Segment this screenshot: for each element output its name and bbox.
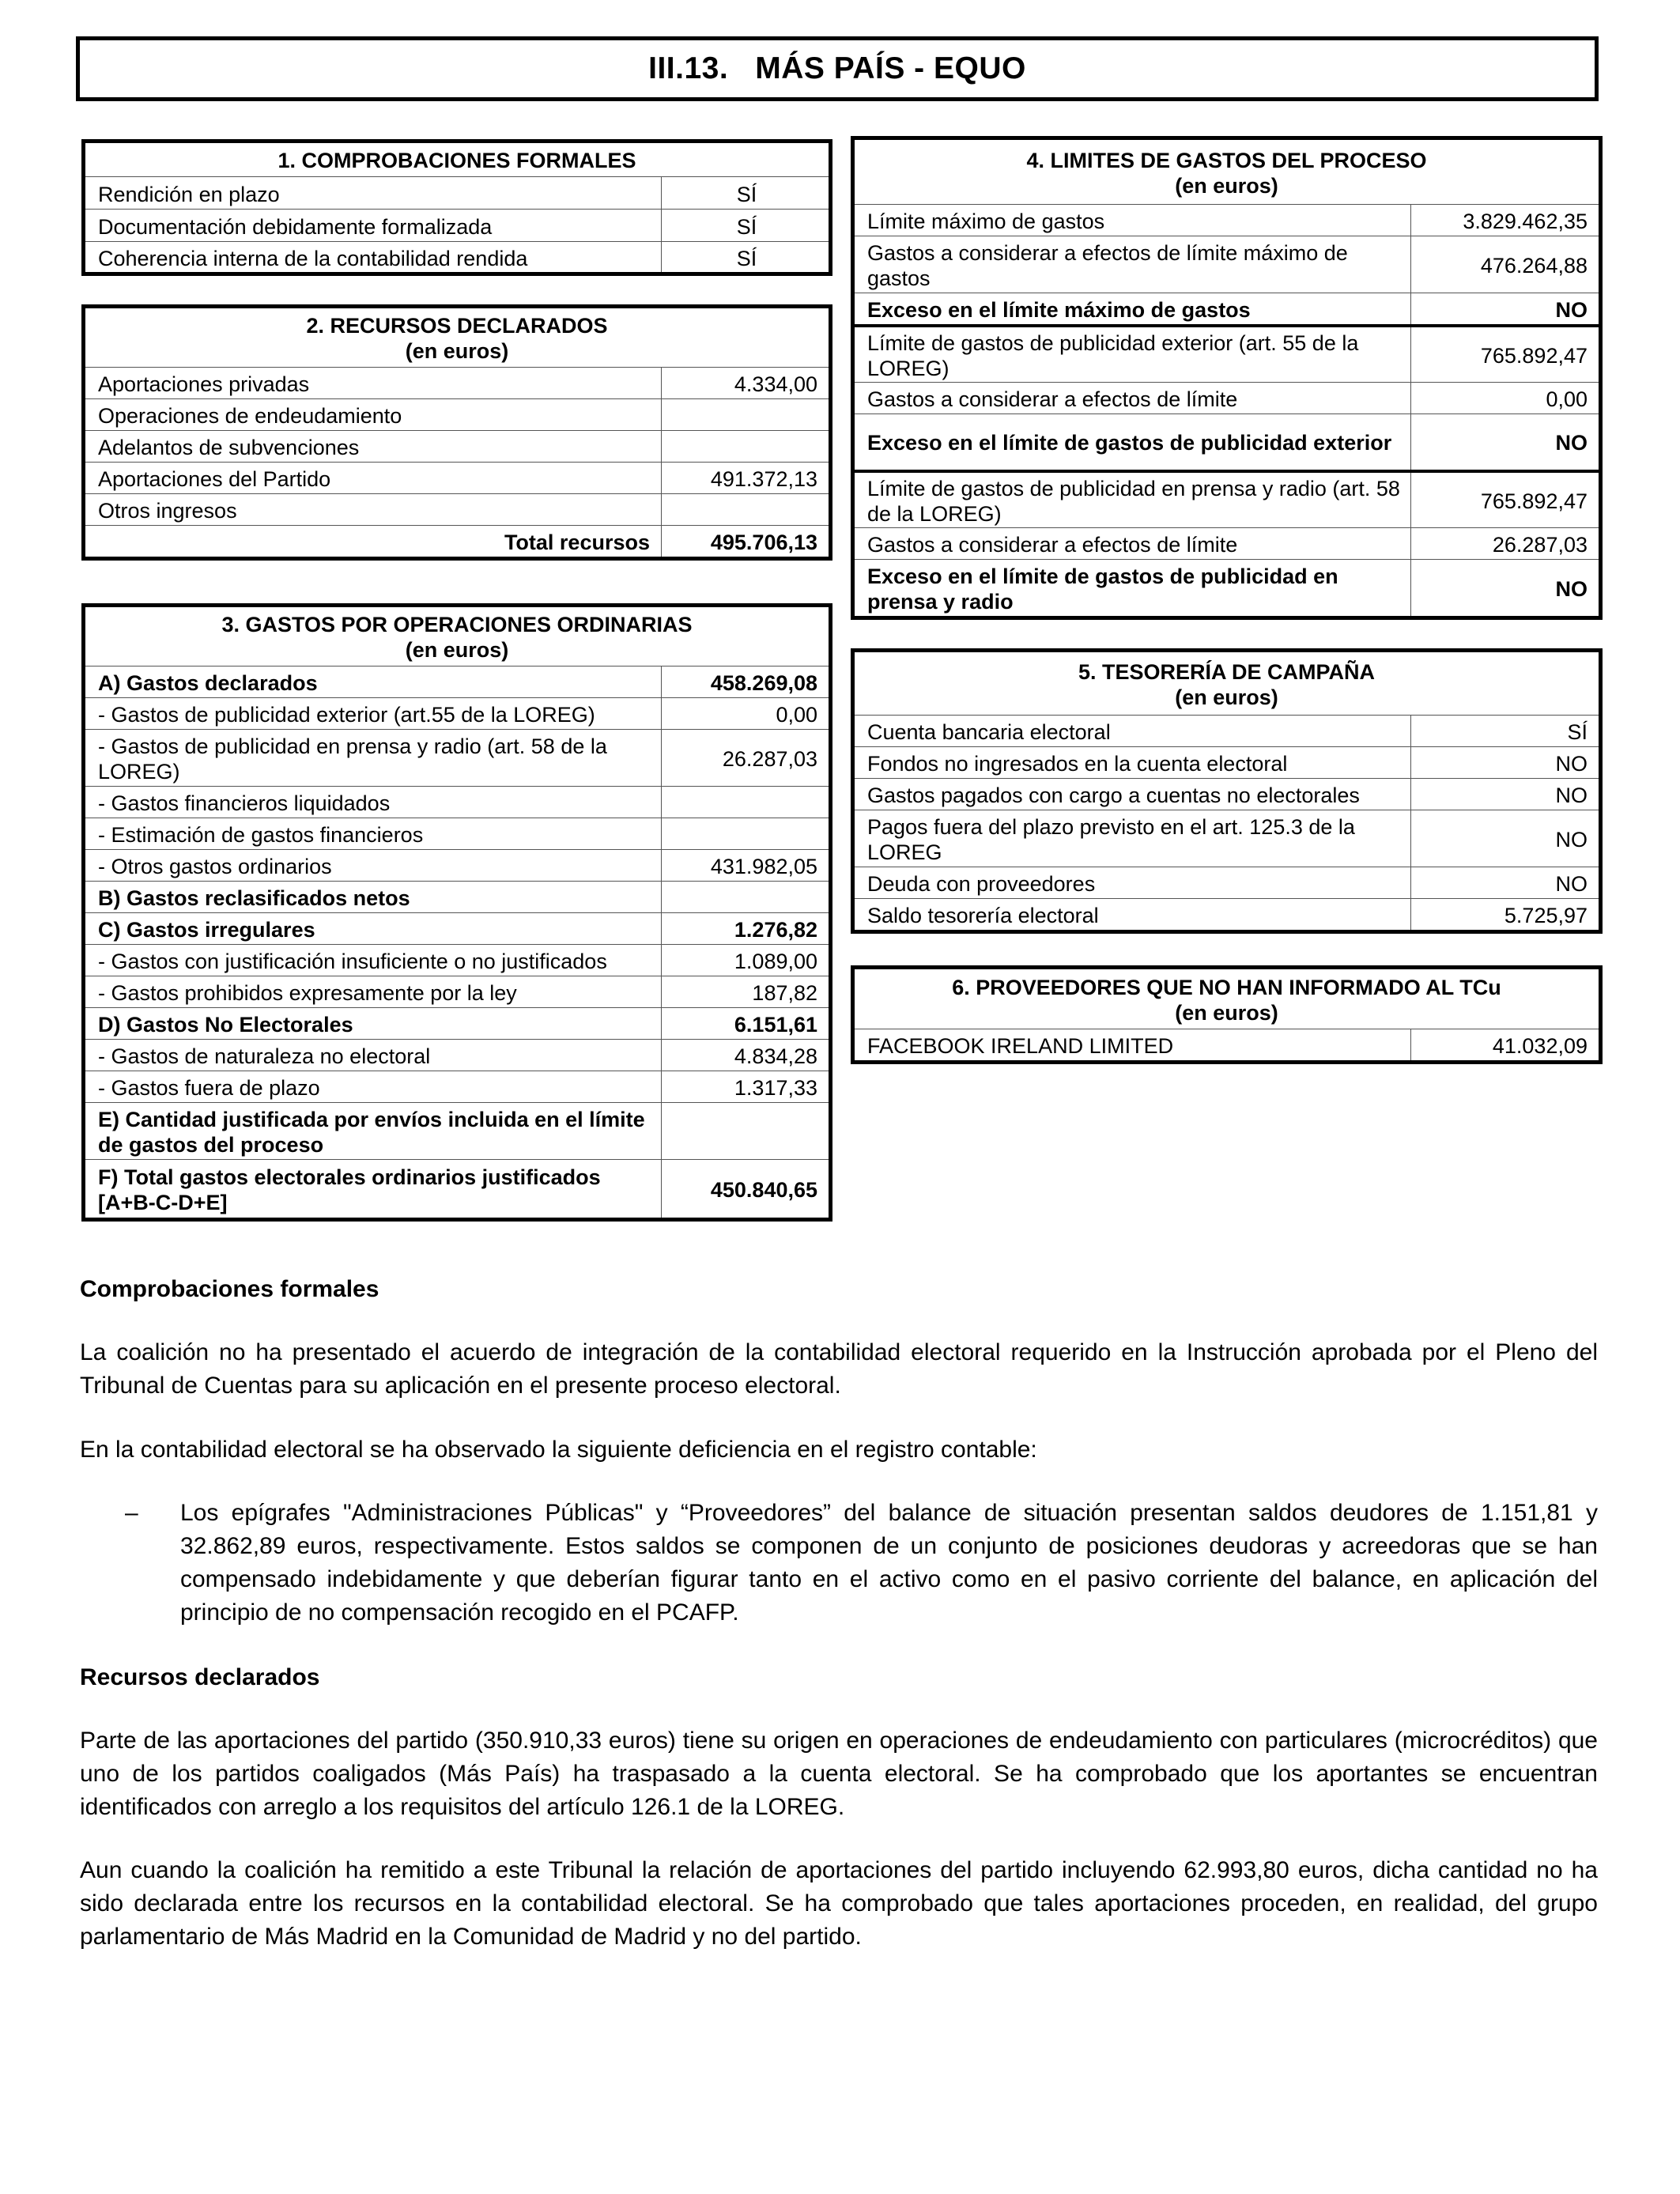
- table-limites-gastos: [851, 136, 1603, 620]
- table-row: Exceso en el límite máximo de gastos NO: [853, 293, 1601, 326]
- table-total-row: Total recursos 495.706,13: [84, 526, 831, 559]
- table-header: 2. RECURSOS DECLARADOS (en euros): [84, 307, 831, 368]
- table-total-row: F) Total gastos electorales ordinarios justificados [A+B-C-D+E] 450.840,65: [84, 1160, 831, 1220]
- table-gastos-ordinarios: [81, 603, 832, 1222]
- paragraph: En la contabilidad electoral se ha observado la siguiente deficiencia en el registro contable:: [80, 1437, 1037, 1463]
- list-item: [125, 1497, 1598, 1629]
- table-row: Otros ingresos: [84, 494, 831, 526]
- heading-comprobaciones: Comprobaciones formales: [80, 1276, 379, 1302]
- table-row: Límite de gastos de publicidad exterior (art. 55 de la LOREG) 765.892,47: [853, 326, 1601, 383]
- table-row: Operaciones de endeudamiento: [84, 399, 831, 431]
- table-proveedores: [851, 965, 1603, 1064]
- list-item-text: Los epígrafes "Administraciones Públicas" y “Proveedores” del balance de situación presentan saldos deudores de 1.151,81 y 32.862,89 euros, respectivamente. Estos saldos se componen de un conjunto de posiciones deudoras y acreedoras que se han compensado indebidamente y que deberían figurar tanto en el activo como en el pasivo corriente del balance, en aplicación del principio de no compensación recogido en el PCAFP.: [180, 1500, 1598, 1626]
- paragraph: La coalición no ha presentado el acuerdo de integración de la contabilidad electoral requerido en la Instrucción aprobada por el Pleno del Tribunal de Cuentas para su aplicación en el presente proceso electoral.: [80, 1339, 1598, 1399]
- heading-recursos: Recursos declarados: [80, 1664, 320, 1690]
- table-row: - Gastos fuera de plazo 1.317,33: [84, 1071, 831, 1103]
- table-row: D) Gastos No Electorales 6.151,61: [84, 1008, 831, 1040]
- table-row: Límite de gastos de publicidad en prensa y radio (art. 58 de la LOREG) 765.892,47: [853, 471, 1601, 528]
- table-row: A) Gastos declarados 458.269,08: [84, 667, 831, 698]
- table-header: 3. GASTOS POR OPERACIONES ORDINARIAS (en euros): [84, 606, 831, 667]
- table-row: - Gastos de naturaleza no electoral 4.834,28: [84, 1040, 831, 1071]
- table-row: Rendición en plazo SÍ: [84, 177, 831, 210]
- table-header: 1. COMPROBACIONES FORMALES: [84, 142, 831, 177]
- table-row: Aportaciones del Partido 491.372,13: [84, 463, 831, 494]
- table-row: - Gastos de publicidad en prensa y radio (art. 58 de la LOREG) 26.287,03: [84, 730, 831, 787]
- table-header: 6. PROVEEDORES QUE NO HAN INFORMADO AL TCu (en euros): [853, 968, 1601, 1029]
- table-row: Coherencia interna de la contabilidad rendida SÍ: [84, 242, 831, 274]
- table-row: Deuda con proveedores NO: [853, 867, 1601, 899]
- table-recursos-declarados: [81, 304, 832, 561]
- table-row: - Gastos de publicidad exterior (art.55 de la LOREG) 0,00: [84, 698, 831, 730]
- table-row: - Otros gastos ordinarios 431.982,05: [84, 850, 831, 882]
- table-row: Gastos pagados con cargo a cuentas no electorales NO: [853, 779, 1601, 810]
- dash-bullet: –: [125, 1500, 138, 1526]
- table-row: E) Cantidad justificada por envíos incluida en el límite de gastos del proceso: [84, 1103, 831, 1160]
- paragraph: Aun cuando la coalición ha remitido a este Tribunal la relación de aportaciones del partido incluyendo 62.993,80 euros, dicha cantidad no ha sido declarada entre los recursos en la contabilidad electoral. Se ha comprobado que tales aportaciones proceden, en realidad, del grupo parlamentario de Más Madrid en la Comunidad de Madrid y no del partido.: [80, 1857, 1598, 1950]
- table-header: 4. LIMITES DE GASTOS DEL PROCESO (en euros): [853, 138, 1601, 205]
- table-row: Gastos a considerar a efectos de límite 0,00: [853, 383, 1601, 414]
- table-comprobaciones-formales: [81, 139, 832, 276]
- table-header: 5. TESORERÍA DE CAMPAÑA (en euros): [853, 651, 1601, 716]
- table-row: - Gastos financieros liquidados: [84, 787, 831, 818]
- table-row: Documentación debidamente formalizada SÍ: [84, 210, 831, 242]
- table-row: Pagos fuera del plazo previsto en el art. 125.3 de la LOREG NO: [853, 810, 1601, 867]
- table-row: Saldo tesorería electoral 5.725,97: [853, 899, 1601, 932]
- table-row: Gastos a considerar a efectos de límite máximo de gastos 476.264,88: [853, 236, 1601, 293]
- table-row: Cuenta bancaria electoral SÍ: [853, 716, 1601, 747]
- table-row: Exceso en el límite de gastos de publicidad exterior NO: [853, 414, 1601, 471]
- table-tesoreria-campana: [851, 648, 1603, 934]
- table-row: - Gastos con justificación insuficiente o no justificados 1.089,00: [84, 945, 831, 976]
- table-row: Gastos a considerar a efectos de límite 26.287,03: [853, 528, 1601, 560]
- section-number: III.13.: [648, 51, 729, 85]
- table-row: - Gastos prohibidos expresamente por la ley 187,82: [84, 976, 831, 1008]
- table-row: Adelantos de subvenciones: [84, 431, 831, 463]
- table-row: B) Gastos reclasificados netos: [84, 882, 831, 913]
- table-row: Límite máximo de gastos 3.829.462,35: [853, 205, 1601, 236]
- section-name: MÁS PAÍS - EQUO: [755, 51, 1026, 85]
- table-row: Aportaciones privadas 4.334,00: [84, 368, 831, 399]
- table-row: Exceso en el límite de gastos de publicidad en prensa y radio NO: [853, 560, 1601, 618]
- table-row: - Estimación de gastos financieros: [84, 818, 831, 850]
- table-row: FACEBOOK IRELAND LIMITED 41.032,09: [853, 1029, 1601, 1063]
- section-title: [76, 36, 1599, 101]
- paragraph: Parte de las aportaciones del partido (350.910,33 euros) tiene su origen en operaciones de endeudamiento con particulares (microcréditos) que uno de los partidos coaligados (Más País) ha traspasado a la cuenta electoral. Se ha comprobado que los aportantes se encuentran identificados con arreglo a los requisitos del artículo 126.1 de la LOREG.: [80, 1728, 1598, 1820]
- table-row: C) Gastos irregulares 1.276,82: [84, 913, 831, 945]
- table-row: Fondos no ingresados en la cuenta electoral NO: [853, 747, 1601, 779]
